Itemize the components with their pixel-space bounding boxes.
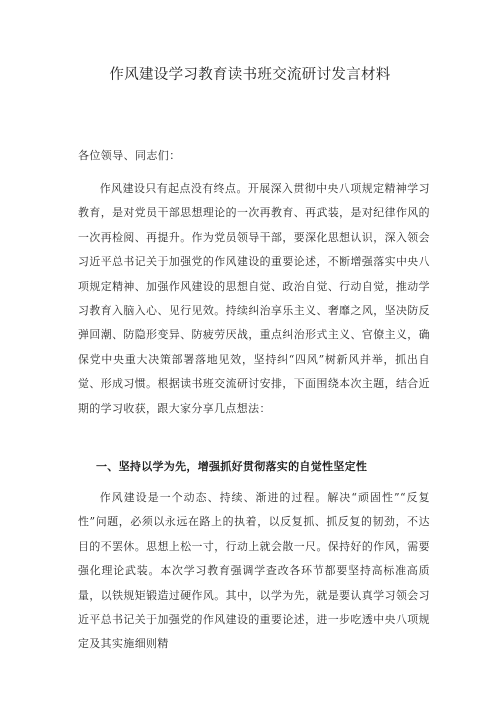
salutation: 各位领导、同志们： (78, 149, 181, 162)
section-heading-1: 一、坚持以学为先，增强抓好贯彻落实的自觉性坚定性 (96, 460, 368, 473)
document-title: 作风建设学习教育读书班交流研讨发言材料 (109, 67, 391, 83)
paragraph-section-1: 作风建设是一个动态、持续、渐进的过程。解决“顽固性”“反复性”问题，必须以永远在路上的执着，以反复抓、抓反复的韧劲，不达目的不罢休。思想上松一寸，行动上就会散一尺。保持好的作风，需要强化理论武装。本次学习教育强调学查改各环节都要坚持高标准高质量，以铁规矩锻造过硬作风。其中，以学为先，就是要认真学习领会习近平总书记关于加强党的作风建设的重要论述，进一步吃透中央八项规定及其实施细则精 (78, 491, 430, 651)
paragraph-intro: 作风建设只有起点没有终点。开展深入贯彻中央八项规定精神学习教育，是对党员干部思想理论的一次再教育、再武装，是对纪律作风的一次再检阅、再提升。作为党员领导干部，要深化思想认识，深入领会习近平总书记关于加强党的作风建设的重要论述，不断增强落实中央八项规定精神、加强作风建设的思想自觉、政治自觉、行动自觉，推动学习教育入脑入心、见行见效。持续纠治享乐主义、奢靡之风，坚决防反弹回潮、防隐形变异、防疲劳厌战，重点纠治形式主义、官僚主义，确保党中央重大决策部署落地见效，坚持纠“四风”树新风并举，抓出自觉、形成习惯。根据读书班交流研讨安排，下面围绕本次主题，结合近期的学习收获，跟大家分享几点想法： (78, 182, 430, 415)
